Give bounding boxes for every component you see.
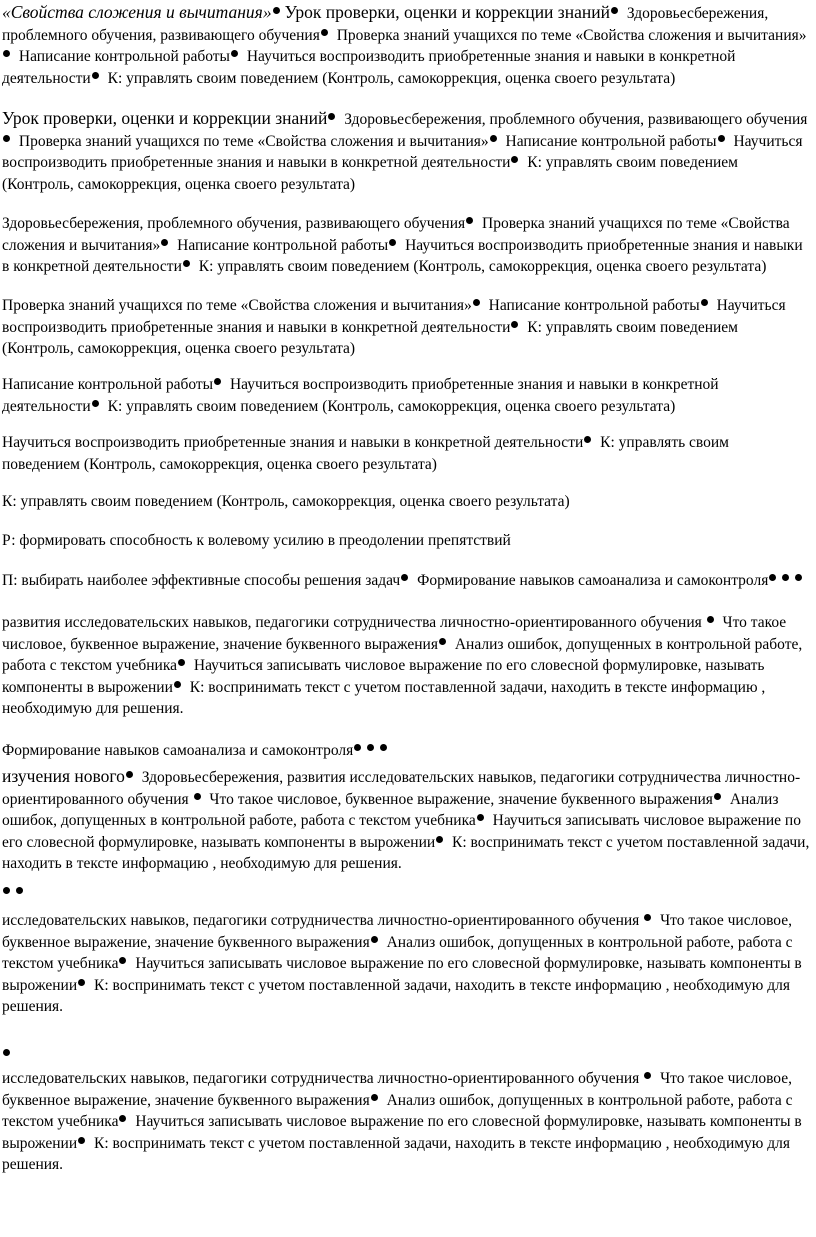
bullet-icon bbox=[328, 113, 335, 120]
paragraph-text: Что такое числовое, буквенное выражение, значение буквенного выражения bbox=[2, 614, 787, 653]
bullet-icon bbox=[321, 29, 328, 36]
paragraph-text: Написание контрольной работы bbox=[173, 236, 389, 254]
bullet-icon bbox=[214, 378, 221, 385]
paragraph-text: Научиться записывать числовое выражение по его словесной формулировке, называть компоненты в вырожении bbox=[2, 1113, 802, 1152]
paragraph bbox=[2, 1068, 810, 1176]
bullet-icon bbox=[644, 914, 651, 921]
paragraph bbox=[2, 530, 810, 552]
paragraph-text: Написание контрольной работы bbox=[501, 132, 717, 150]
paragraph-text: Что такое числовое, буквенное выражение, значение буквенного выражения bbox=[2, 1070, 792, 1109]
bullet-icon bbox=[92, 72, 99, 79]
bullet-icon bbox=[3, 1049, 10, 1056]
paragraph-text: исследовательских навыков, педагогики сотрудничества личностно-ориентированного обучения bbox=[2, 1070, 644, 1087]
paragraph bbox=[2, 612, 810, 720]
paragraph bbox=[2, 491, 810, 513]
bullet-icon bbox=[16, 887, 23, 894]
paragraph-text: Проверка знаний учащихся по теме «Свойства сложения и вычитания» bbox=[2, 297, 472, 314]
paragraph bbox=[2, 432, 810, 475]
paragraph-text: Научиться воспроизводить приобретенные знания и навыки в конкретной деятельности bbox=[2, 297, 786, 336]
bullet-icon bbox=[466, 217, 473, 224]
paragraph-text: Научиться воспроизводить приобретенные знания и навыки в конкретной деятельности bbox=[2, 132, 803, 171]
paragraph bbox=[2, 883, 810, 905]
paragraph-text: «Свойства сложения и вычитания» bbox=[2, 2, 272, 22]
bullet-icon bbox=[380, 744, 387, 751]
paragraph-text: Здоровьесбережения, проблемного обучения, развивающего обучения bbox=[2, 215, 466, 232]
paragraph-text: Формирование навыков самоанализа и самоконтроля bbox=[2, 742, 354, 759]
bullet-icon bbox=[401, 574, 408, 581]
bullet-icon bbox=[161, 239, 168, 246]
bullet-icon bbox=[439, 638, 446, 645]
bullet-icon bbox=[718, 135, 725, 142]
bullet-icon bbox=[511, 321, 518, 328]
paragraph-text: Написание контрольной работы bbox=[484, 297, 700, 314]
bullet-icon bbox=[477, 814, 484, 821]
paragraph-text: К: управлять своим поведением (Контроль, самокоррекция, оценка своего результата) bbox=[103, 397, 676, 415]
paragraph-text: Что такое числовое, буквенное выражение, значение буквенного выражения bbox=[205, 790, 713, 808]
paragraph bbox=[2, 108, 810, 195]
paragraph-text: Анализ ошибок, допущенных в контрольной работе, работа с текстом учебника bbox=[2, 635, 803, 674]
bullet-icon bbox=[126, 771, 133, 778]
paragraph-text: К: управлять своим поведением (Контроль, самокоррекция, оценка своего результата) bbox=[2, 434, 729, 473]
paragraph-text: К: управлять своим поведением (Контроль, самокоррекция, оценка своего результата) bbox=[2, 154, 738, 193]
bullet-icon bbox=[611, 7, 618, 14]
bullet-icon bbox=[354, 744, 361, 751]
paragraph-text: развития исследовательских навыков, педагогики сотрудничества личностно-ориентированного обучения bbox=[2, 614, 706, 631]
bullet-icon bbox=[436, 836, 443, 843]
paragraph bbox=[2, 570, 810, 592]
paragraph-text: Р: формировать способность к волевому усилию в преодолении препятствий bbox=[2, 532, 511, 549]
bullet-icon bbox=[714, 793, 721, 800]
paragraph bbox=[2, 910, 810, 1018]
bullet-icon bbox=[3, 50, 10, 57]
bullet-icon bbox=[174, 681, 181, 688]
paragraph-text: К: воспринимать текст с учетом поставленной задачи, находить в тексте информацию , необходимую для решения. bbox=[2, 833, 810, 872]
bullet-icon bbox=[511, 156, 518, 163]
paragraph-text: П: выбирать наиболее эффективные способы решения задач bbox=[2, 572, 401, 589]
paragraph-text: Анализ ошибок, допущенных в контрольной работе, работа с текстом учебника bbox=[2, 790, 779, 829]
paragraph-text: К: воспринимать текст с учетом поставленной задачи, находить в тексте информацию , необходимую для решения. bbox=[2, 1134, 791, 1173]
bullet-icon bbox=[231, 50, 238, 57]
bullet-icon bbox=[119, 957, 126, 964]
paragraph bbox=[2, 213, 810, 278]
bullet-icon bbox=[3, 135, 10, 142]
bullet-icon bbox=[183, 260, 190, 267]
paragraph bbox=[2, 1045, 810, 1067]
paragraph-text: Научиться воспроизводить приобретенные знания и навыки в конкретной деятельности bbox=[2, 434, 584, 451]
paragraph-text: Написание контрольной работы bbox=[2, 376, 214, 393]
paragraph-text: Научиться записывать числовое выражение по его словесной формулировке, называть компоненты в вырожении bbox=[2, 812, 801, 851]
paragraph-text: К: управлять своим поведением (Контроль, самокоррекция, оценка своего результата) bbox=[2, 318, 738, 357]
paragraph-text: Проверка знаний учащихся по теме «Свойства сложения и вычитания» bbox=[2, 215, 790, 254]
bullet-icon bbox=[194, 793, 201, 800]
bullet-icon bbox=[367, 744, 374, 751]
bullet-icon bbox=[490, 135, 497, 142]
paragraph bbox=[2, 295, 810, 360]
bullet-icon bbox=[3, 887, 10, 894]
bullet-icon bbox=[389, 239, 396, 246]
bullet-icon bbox=[769, 574, 776, 581]
paragraph-text: К: воспринимать текст с учетом поставленной задачи, находить в тексте информацию , необходимую для решения. bbox=[2, 678, 766, 717]
paragraph-text: Научиться записывать числовое выражение по его словесной формулировке, называть компоненты в вырожении bbox=[2, 657, 765, 696]
paragraph-text: изучения нового bbox=[2, 766, 125, 786]
bullet-icon bbox=[78, 1137, 85, 1144]
bullet-icon bbox=[473, 299, 480, 306]
paragraph-text: Что такое числовое, буквенное выражение, значение буквенного выражения bbox=[2, 912, 792, 951]
bullet-icon bbox=[644, 1072, 651, 1079]
bullet-icon bbox=[371, 1094, 378, 1101]
paragraph-text: Здоровьесбережения, проблемного обучения, развивающего обучения bbox=[340, 111, 808, 128]
bullet-icon bbox=[78, 979, 85, 986]
paragraph-text: Научиться воспроизводить приобретенные знания и навыки в конкретной деятельности bbox=[2, 236, 803, 275]
paragraph-text: Здоровьесбережения, проблемного обучения, развивающего обучения bbox=[2, 5, 769, 44]
paragraph-text: Проверка знаний учащихся по теме «Свойства сложения и вычитания» bbox=[15, 132, 489, 150]
paragraph-text: Научиться записывать числовое выражение по его словесной формулировке, называть компоненты в вырожении bbox=[2, 955, 802, 994]
paragraph bbox=[2, 2, 810, 89]
paragraph-text: Урок проверки, оценки и коррекции знаний bbox=[284, 2, 610, 22]
bullet-icon bbox=[119, 1115, 126, 1122]
bullet-icon bbox=[795, 574, 802, 581]
bullet-icon bbox=[782, 574, 789, 581]
bullet-icon bbox=[273, 7, 280, 14]
paragraph-text: Научиться воспроизводить приобретенные знания и навыки в конкретной деятельности bbox=[2, 48, 736, 87]
paragraph-text: К: управлять своим поведением (Контроль, самокоррекция, оценка своего результата) bbox=[103, 69, 676, 87]
paragraph bbox=[2, 766, 810, 875]
bullet-icon bbox=[92, 400, 99, 407]
paragraph-text: К: управлять своим поведением (Контроль, самокоррекция, оценка своего результата) bbox=[194, 258, 767, 275]
bullet-icon bbox=[707, 616, 714, 623]
bullet-icon bbox=[584, 436, 591, 443]
paragraph bbox=[2, 740, 810, 762]
paragraph-text: Анализ ошибок, допущенных в контрольной работе, работа с текстом учебника bbox=[2, 933, 793, 972]
paragraph-text: исследовательских навыков, педагогики сотрудничества личностно-ориентированного обучения bbox=[2, 912, 644, 929]
paragraph bbox=[2, 374, 810, 417]
bullet-icon bbox=[371, 936, 378, 943]
paragraph-text: К: воспринимать текст с учетом поставленной задачи, находить в тексте информацию , необходимую для решения. bbox=[2, 976, 791, 1015]
paragraph-text: Написание контрольной работы bbox=[15, 48, 230, 65]
bullet-icon bbox=[701, 299, 708, 306]
paragraph-text: К: управлять своим поведением (Контроль, самокоррекция, оценка своего результата) bbox=[2, 493, 570, 510]
paragraph-text: Урок проверки, оценки и коррекции знаний bbox=[2, 108, 328, 128]
paragraph-text: Здоровьесбережения, развития исследовательских навыков, педагогики сотрудничества личностно-ориентированного обучения bbox=[2, 769, 801, 808]
paragraph-text: Проверка знаний учащихся по теме «Свойства сложения и вычитания» bbox=[332, 26, 807, 44]
paragraph-text: Анализ ошибок, допущенных в контрольной работе, работа с текстом учебника bbox=[2, 1091, 793, 1130]
paragraph-text: Формирование навыков самоанализа и самоконтроля bbox=[413, 572, 769, 589]
paragraph-text: Научиться воспроизводить приобретенные знания и навыки в конкретной деятельности bbox=[2, 376, 719, 415]
bullet-icon bbox=[178, 659, 185, 666]
